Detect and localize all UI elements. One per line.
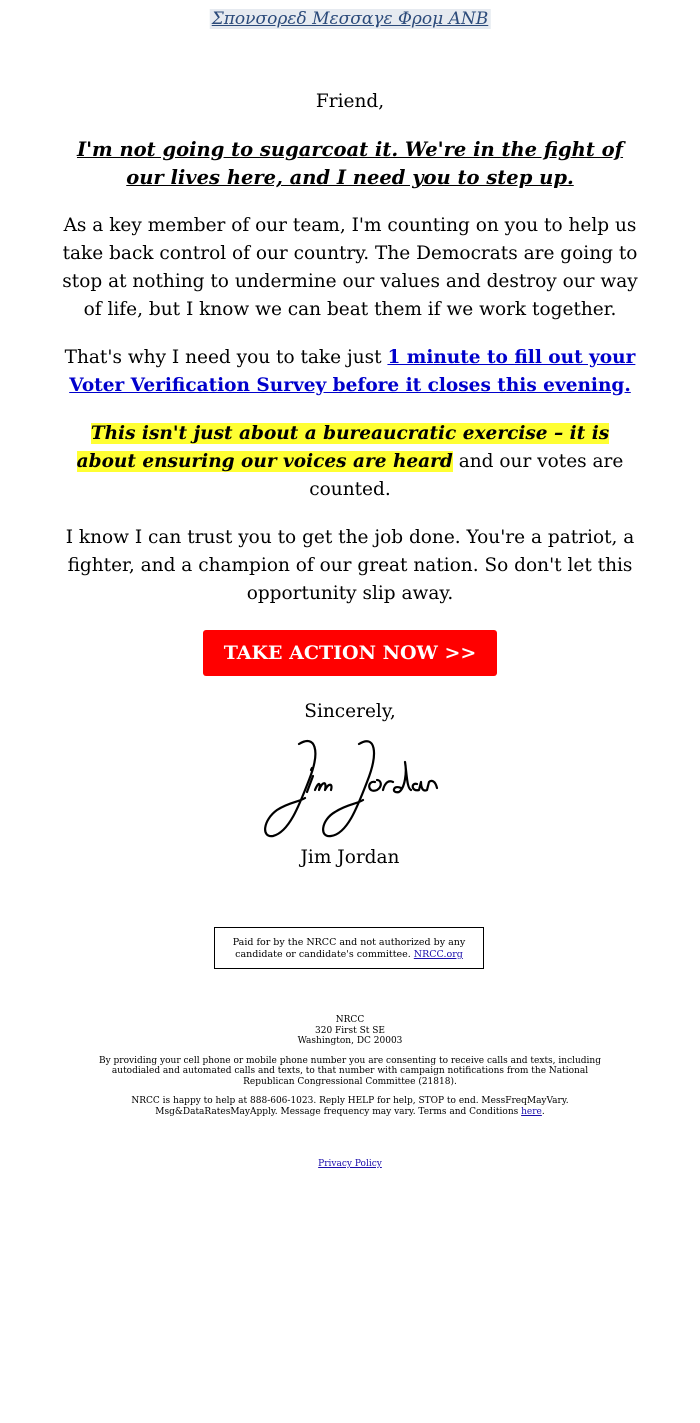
headline: I'm not going to sugarcoat it. We're in the fight of our lives here, and I need you to step up. <box>76 138 624 189</box>
privacy-block <box>95 1159 605 1170</box>
signature-stroke-m <box>315 783 332 790</box>
address-block <box>95 1015 605 1047</box>
signature-image <box>255 732 445 842</box>
signature-stroke-ordan <box>369 762 437 792</box>
letter-body <box>60 88 640 892</box>
footer <box>95 1015 605 1179</box>
closing: Sincerely, <box>304 701 396 722</box>
paid-for-disclaimer <box>214 927 484 969</box>
help-text: NRCC is happy to help at 888-606-1023. Reply HELP for help, STOP to end. MessFreqMayVary. Msg&DataRatesMayApply. Message frequency may vary. Terms and Conditions <box>131 1096 569 1117</box>
paragraph-survey <box>60 344 640 400</box>
street-address: 320 First St SE <box>315 1025 385 1036</box>
nrcc-link[interactable]: NRCC.org <box>413 949 463 960</box>
signer-name: Jim Jordan <box>300 847 400 868</box>
city-address: Washington, DC 20003 <box>297 1036 403 1046</box>
take-action-button[interactable]: TAKE ACTION NOW >> <box>203 630 498 676</box>
paragraph-patriot: I know I can trust you to get the job done. You're a patriot, a fighter, and a champion of our great nation. So don't let this opportunity slip away. <box>65 527 635 604</box>
privacy-policy-link[interactable]: Privacy Policy <box>318 1159 382 1169</box>
voices-rest: and our votes are counted. <box>309 451 624 500</box>
paragraph-intro: As a key member of our team, I'm counting on you to help us take back control of our country. The Democrats are going to stop at nothing to undermine our values and destroy our way of life, but I know we can beat them if we work together. <box>62 215 638 320</box>
survey-link[interactable]: 1 minute to fill out your Voter Verification Survey before it closes this evening. <box>69 347 636 396</box>
help-text-block: NRCC is happy to help at 888-606-1023. Reply HELP for help, STOP to end. MessFreqMayVary. Msg&DataRatesMayApply. Message frequency may vary. Terms and Conditions here. <box>131 1096 569 1117</box>
highlighted-text: This isn't just about a bureaucratic exercise – it is about ensuring our voices are heard <box>76 423 610 472</box>
disclaimer-text: Paid for by the NRCC and not authorized by any candidate or candidate's committee. <box>232 937 466 960</box>
terms-link[interactable]: here <box>521 1106 542 1117</box>
org-name: NRCC <box>335 1015 365 1025</box>
consent-text: By providing your cell phone or mobile phone number you are consenting to receive calls and texts, including autodialed and automated calls and texts, to that number with campaign notifications from the National Republican Congressional Committee (21818). <box>98 1055 601 1087</box>
survey-prefix: That's why I need you to take just <box>64 347 388 368</box>
sponsored-message-label[interactable]: Σπονσορεδ Μεσσαγε Φρομ ΑΝΒ <box>211 9 489 29</box>
paragraph-voices <box>60 420 640 504</box>
greeting: Friend, <box>315 91 385 112</box>
